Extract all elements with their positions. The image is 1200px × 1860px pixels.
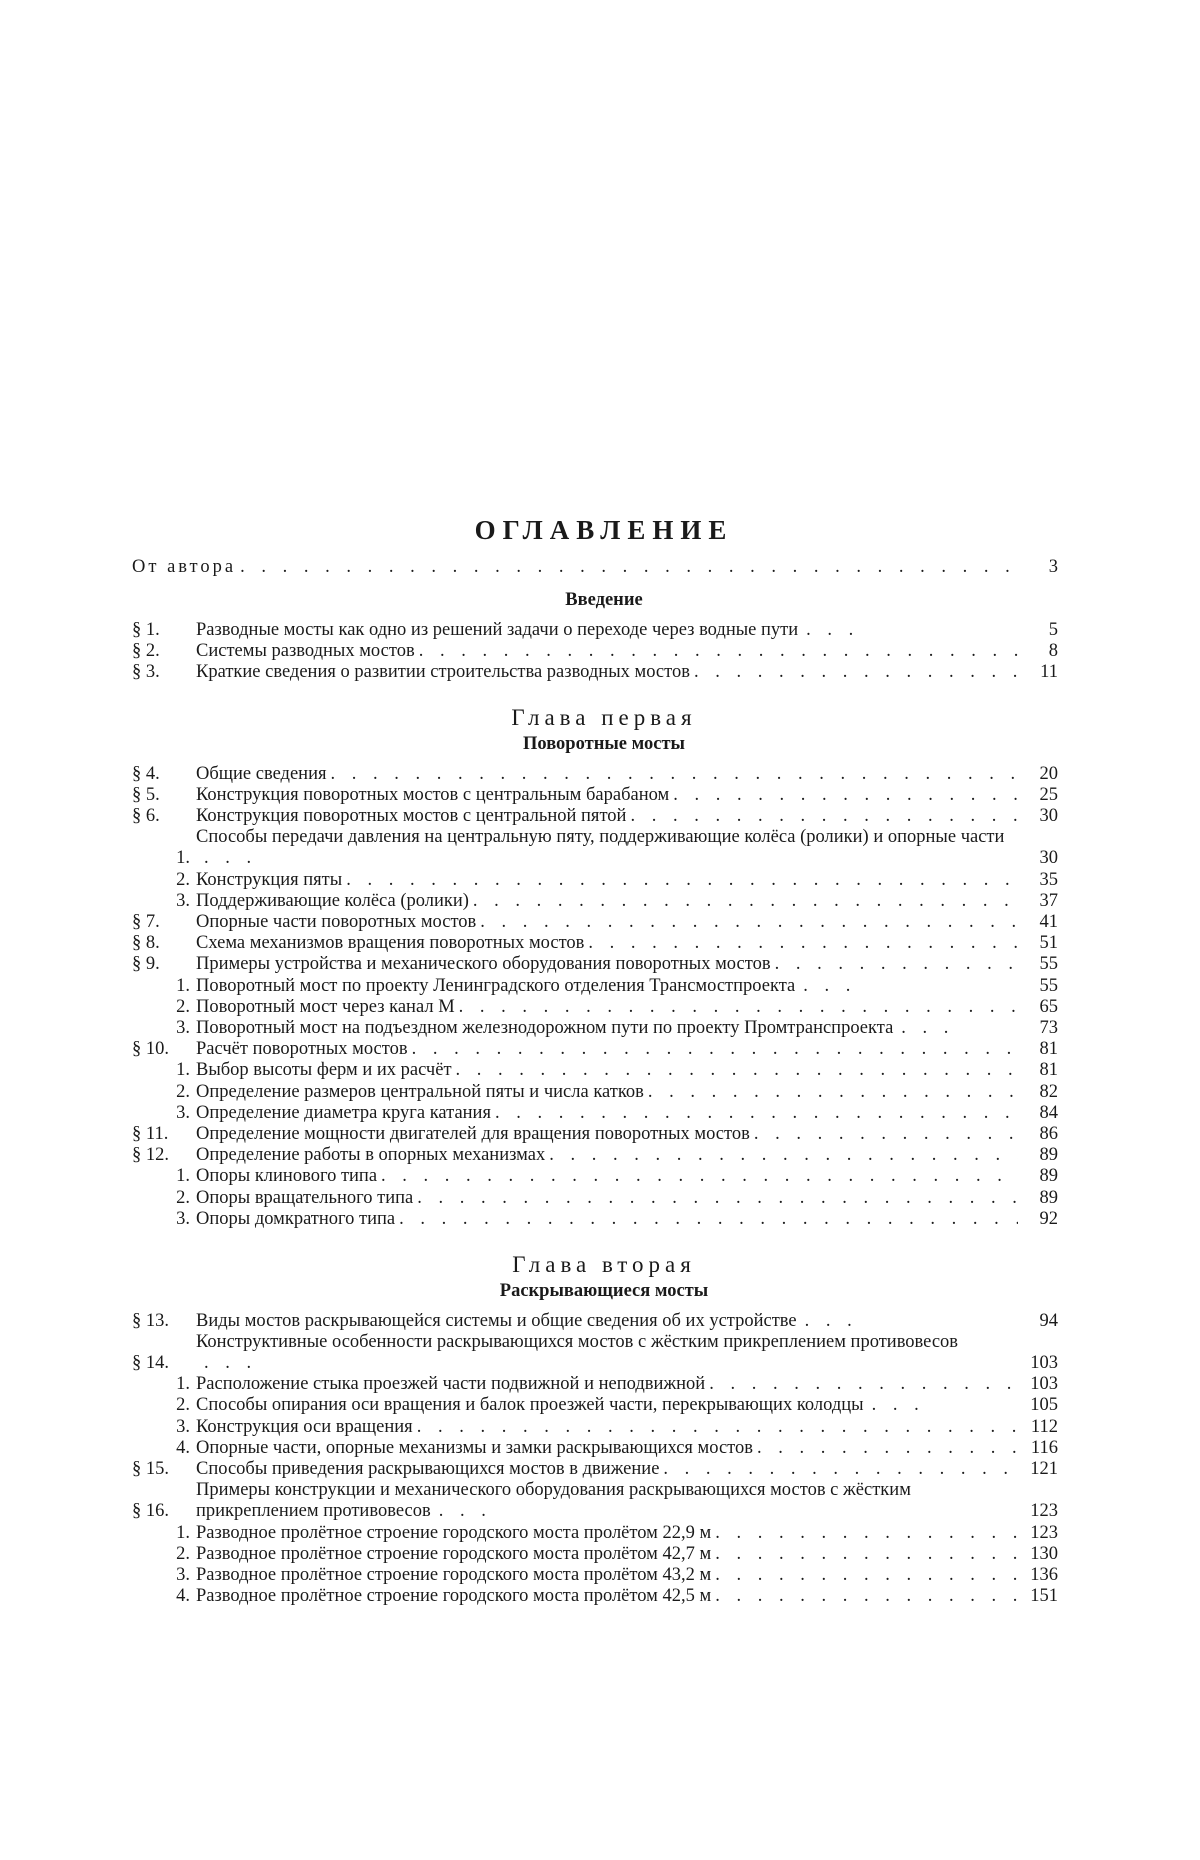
toc-page-number: 112 (1030, 1416, 1058, 1437)
toc-entry-text: Опоры клинового типа (196, 1166, 378, 1187)
toc-entry-number: § 16. (132, 1501, 169, 1522)
toc-entry-text: Схема механизмов вращения поворотных мостов (196, 933, 585, 954)
leader-dots (204, 848, 264, 869)
toc-entry-text: Конструкция оси вращения (196, 1416, 413, 1437)
leader-dots (754, 1124, 1018, 1145)
toc-entry-number: § 8. (132, 933, 160, 954)
leader-dots (715, 1586, 1018, 1607)
toc-entry[interactable] (132, 1311, 1058, 1332)
toc-entry-text: Конструкция поворотных мостов с центральным барабаном (196, 784, 670, 805)
toc-page-number: 121 (1030, 1458, 1058, 1479)
toc-entry[interactable] (132, 954, 1058, 975)
leader-dots (663, 1459, 1018, 1480)
toc-entry-number: § 2. (132, 640, 160, 661)
toc-section (132, 1254, 1058, 1607)
toc-entry-number: 2. (176, 1081, 190, 1102)
section-heading: Раскрывающиеся мосты (499, 1281, 709, 1302)
toc-page-number: 5 (1048, 619, 1058, 640)
toc-page-number: 89 (1039, 1187, 1058, 1208)
toc-entry-text: Разводное пролётное строение городского моста пролётом 43,2 м (196, 1564, 712, 1585)
toc-entry[interactable] (132, 1417, 1058, 1438)
toc-entry-text: Конструктивные особенности раскрывающихся мостов с жёстким прикреплением противовесов (196, 1331, 959, 1352)
section-heading: Введение (565, 590, 643, 611)
toc-page-number: 55 (1039, 975, 1058, 996)
toc-entry-text: Выбор высоты ферм и их расчёт (196, 1060, 452, 1081)
toc-entry-text: Поворотный мост на подъездном железнодорожном пути по проекту Промтранспроекта (196, 1018, 894, 1039)
toc-entry-text: Системы разводных мостов (196, 640, 415, 661)
toc-entry[interactable] (132, 764, 1058, 785)
toc-page-number: 123 (1030, 1522, 1058, 1543)
toc-entry-text: Расчёт поворотных мостов (196, 1039, 408, 1060)
toc-entry-number: § 1. (132, 619, 160, 640)
toc-entry-number: 2. (176, 1187, 190, 1208)
toc-entry[interactable] (132, 620, 1058, 641)
leader-dots (480, 912, 1018, 933)
toc-section (132, 590, 1058, 683)
chapter-label: Глава первая (511, 705, 697, 731)
toc-entry[interactable] (132, 1586, 1058, 1607)
toc-entry-text: Разводное пролётное строение городского моста пролётом 22,9 м (196, 1522, 712, 1543)
leader-dots (715, 1565, 1018, 1586)
toc-entry[interactable] (132, 1039, 1058, 1060)
toc-page-number: 81 (1039, 1039, 1058, 1060)
toc-page-number: 11 (1040, 662, 1058, 683)
toc-entry-text: Общие сведения (196, 763, 327, 784)
toc-page-number: 130 (1030, 1543, 1058, 1564)
toc-page-number: 84 (1039, 1102, 1058, 1123)
toc-entry-text: Виды мостов раскрывающейся системы и общие сведения об их устройстве (196, 1310, 797, 1331)
section-heading: Поворотные мосты (523, 734, 685, 755)
toc-entry[interactable] (132, 662, 1058, 683)
toc-entry-text: Опоры вращательного типа (196, 1187, 414, 1208)
toc-entry-text: Разводное пролётное строение городского моста пролётом 42,7 м (196, 1543, 712, 1564)
toc-page-number: 51 (1039, 933, 1058, 954)
toc-page-number: 30 (1039, 806, 1058, 827)
toc-entry-text: Конструкция пяты (196, 869, 343, 890)
toc-entry-text: Способы передачи давления на центральную пяту, поддерживающие колёса (ролики) и опорные части (196, 827, 1005, 848)
toc-entry-text: Поддерживающие колёса (ролики) (196, 890, 469, 911)
toc-entry[interactable] (132, 1480, 1058, 1522)
toc-entry[interactable] (132, 1060, 1058, 1081)
leader-dots (399, 1209, 1018, 1230)
toc-page-number: 116 (1030, 1437, 1058, 1458)
leader-dots (715, 1523, 1018, 1544)
toc-entry-text: Определение диаметра круга катания (196, 1102, 491, 1123)
toc-entry-number: 4. (176, 1437, 190, 1458)
toc-page-number: 25 (1039, 784, 1058, 805)
leader-dots (419, 641, 1018, 662)
toc-entry[interactable] (132, 1374, 1058, 1395)
toc-entry-number: 1. (176, 975, 190, 996)
leader-dots (412, 1039, 1018, 1060)
toc-entry-number: § 15. (132, 1458, 169, 1479)
toc-entry-number: 2. (176, 1543, 190, 1564)
toc-entry-number: § 14. (132, 1352, 169, 1373)
toc-entry-text: Способы опирания оси вращения и балок проезжей части, перекрывающих колодцы (196, 1395, 864, 1416)
toc-sections (132, 590, 1058, 1607)
toc-entry-text: Расположение стыка проезжей части подвижной и неподвижной (196, 1374, 706, 1395)
toc-entry[interactable] (132, 870, 1058, 891)
leader-dots (775, 954, 1018, 975)
leader-dots (901, 1018, 961, 1039)
toc-entry-number: § 3. (132, 662, 160, 683)
toc-entry[interactable] (132, 1544, 1058, 1565)
toc-entry-text: Примеры устройства и механического оборудования поворотных мостов (196, 954, 771, 975)
toc-page-number: 151 (1030, 1586, 1058, 1607)
toc-page-number: 55 (1039, 954, 1058, 975)
toc-entry-number: 3. (176, 1102, 190, 1123)
toc-entry-number: § 5. (132, 784, 160, 805)
toc-entry[interactable] (132, 976, 1058, 997)
toc-entry-number: § 4. (132, 763, 160, 784)
toc-entry[interactable] (132, 785, 1058, 806)
toc-page-number: 35 (1039, 869, 1058, 890)
toc-entry-number: 4. (176, 1586, 190, 1607)
chapter-label: Глава вторая (512, 1252, 696, 1278)
toc-page-number: 82 (1039, 1081, 1058, 1102)
toc-page-number: 123 (1030, 1501, 1058, 1522)
toc-page-number: 94 (1039, 1310, 1058, 1331)
toc-entry[interactable] (132, 827, 1058, 869)
leader-dots (648, 1082, 1018, 1103)
leader-dots (805, 1311, 865, 1332)
toc-entry-front[interactable] (132, 557, 1058, 578)
toc-page-number: 65 (1039, 996, 1058, 1017)
leader-dots (673, 785, 1018, 806)
toc-page-number: 86 (1039, 1124, 1058, 1145)
toc-entry[interactable] (132, 1209, 1058, 1230)
toc-entry[interactable] (132, 1082, 1058, 1103)
leader-dots (417, 1188, 1018, 1209)
toc-entry[interactable] (132, 806, 1058, 827)
leader-dots (331, 764, 1019, 785)
toc-page-number: 30 (1039, 848, 1058, 869)
toc-entry[interactable] (132, 891, 1058, 912)
toc-entry-text: Поворотный мост через канал М (196, 996, 455, 1017)
toc-entry-text: Определение размеров центральной пяты и числа катков (196, 1081, 644, 1102)
toc-entry-text: Способы приведения раскрывающихся мостов в движение (196, 1458, 660, 1479)
toc-entry-text: Определение мощности двигателей для вращения поворотных мостов (196, 1124, 750, 1145)
toc-entry[interactable] (132, 1565, 1058, 1586)
toc-page-number: 105 (1030, 1395, 1058, 1416)
toc-page-number: 89 (1039, 1166, 1058, 1187)
toc-entry-number: § 9. (132, 954, 160, 975)
toc-entry[interactable] (132, 933, 1058, 954)
toc-page-number: 73 (1039, 1018, 1058, 1039)
leader-dots (495, 1103, 1018, 1124)
toc-entry[interactable] (132, 912, 1058, 933)
toc-entry-number: § 13. (132, 1310, 169, 1331)
toc-page-number: 92 (1039, 1208, 1058, 1229)
leader-dots (694, 662, 1018, 683)
toc-entry-number: 3. (176, 890, 190, 911)
leader-dots (240, 557, 1018, 578)
toc-entry-number: § 6. (132, 806, 160, 827)
toc-entry-number: 3. (176, 1564, 190, 1585)
toc-entry-number: 3. (176, 1208, 190, 1229)
toc-entry-text: Опорные части поворотных мостов (196, 912, 477, 933)
toc-entry-number: 2. (176, 1395, 190, 1416)
toc-entry-text: Краткие сведения о развитии строительства разводных мостов (196, 662, 690, 683)
toc-entry[interactable] (132, 1459, 1058, 1480)
toc-section (132, 707, 1058, 1230)
toc-entry-number: 3. (176, 1416, 190, 1437)
leader-dots (204, 1353, 264, 1374)
page-title: ОГЛАВЛЕНИЕ (474, 515, 734, 545)
leader-dots (459, 997, 1018, 1018)
toc-page-number: 103 (1030, 1374, 1058, 1395)
toc-entry[interactable] (132, 641, 1058, 662)
toc-page-number: 41 (1039, 912, 1058, 933)
toc-entry-number: 1. (176, 1374, 190, 1395)
leader-dots (549, 1145, 1018, 1166)
leader-dots (709, 1374, 1018, 1395)
leader-dots (806, 620, 866, 641)
leader-dots (456, 1060, 1018, 1081)
toc-entry[interactable] (132, 1124, 1058, 1145)
toc-entry-number: 2. (176, 996, 190, 1017)
toc-entry[interactable] (132, 1166, 1058, 1187)
toc-entry-text: Определение работы в опорных механизмах (196, 1145, 546, 1166)
toc-entry[interactable] (132, 1103, 1058, 1124)
toc-page-number: 3 (1048, 557, 1058, 578)
toc-page-number: 37 (1039, 890, 1058, 911)
toc-page-number: 8 (1048, 640, 1058, 661)
toc-page-number: 89 (1039, 1145, 1058, 1166)
toc-entry-number: 1. (176, 1522, 190, 1543)
toc-entry-text: Опорные части, опорные механизмы и замки раскрывающихся мостов (196, 1437, 753, 1458)
toc-entry-text: Разводные мосты как одно из решений задачи о переходе через водные пути (196, 619, 799, 640)
toc-page-number: 103 (1030, 1352, 1058, 1373)
toc-entry-number: 1. (176, 848, 190, 869)
leader-dots (803, 976, 863, 997)
toc-entry[interactable] (132, 997, 1058, 1018)
leader-dots (588, 933, 1018, 954)
toc-page-number: 20 (1039, 763, 1058, 784)
toc-entry[interactable] (132, 1332, 1058, 1374)
leader-dots (872, 1395, 932, 1416)
toc-page-number: 136 (1030, 1564, 1058, 1585)
toc-entry-number: § 11. (132, 1124, 169, 1145)
toc-entry-text: Примеры конструкции и механического оборудования раскрывающихся мостов с жёстким прикреплением противовесов (196, 1480, 911, 1522)
toc-entry[interactable] (132, 1018, 1058, 1039)
leader-dots (473, 891, 1018, 912)
toc-entry[interactable] (132, 1438, 1058, 1459)
toc-entry-number: § 10. (132, 1039, 169, 1060)
toc-entry-number: § 7. (132, 912, 160, 933)
toc-entry[interactable] (132, 1188, 1058, 1209)
toc-entry[interactable] (132, 1523, 1058, 1544)
leader-dots (715, 1544, 1018, 1565)
toc-entry-text: Опоры домкратного типа (196, 1208, 396, 1229)
leader-dots (346, 870, 1018, 891)
toc-entry-text: Конструкция поворотных мостов с центральной пятой (196, 806, 627, 827)
toc-entry-text: Разводное пролётное строение городского моста пролётом 42,5 м (196, 1586, 712, 1607)
toc-entry-text: От автора (132, 557, 237, 578)
toc-entry-text: Поворотный мост по проекту Ленинградского отделения Трансмостпроекта (196, 975, 796, 996)
toc-page-number: 81 (1039, 1060, 1058, 1081)
toc-entry-number: § 12. (132, 1145, 169, 1166)
leader-dots (417, 1417, 1018, 1438)
toc-entry-number: 3. (176, 1018, 190, 1039)
toc-entry[interactable] (132, 1145, 1058, 1166)
leader-dots (630, 806, 1018, 827)
toc-entry-number: 2. (176, 869, 190, 890)
leader-dots (757, 1438, 1018, 1459)
toc-entry-number: 1. (176, 1166, 190, 1187)
table-of-contents (132, 515, 1058, 1607)
toc-entry[interactable] (132, 1395, 1058, 1416)
leader-dots (439, 1501, 499, 1522)
toc-entry-number: 1. (176, 1060, 190, 1081)
leader-dots (381, 1166, 1018, 1187)
